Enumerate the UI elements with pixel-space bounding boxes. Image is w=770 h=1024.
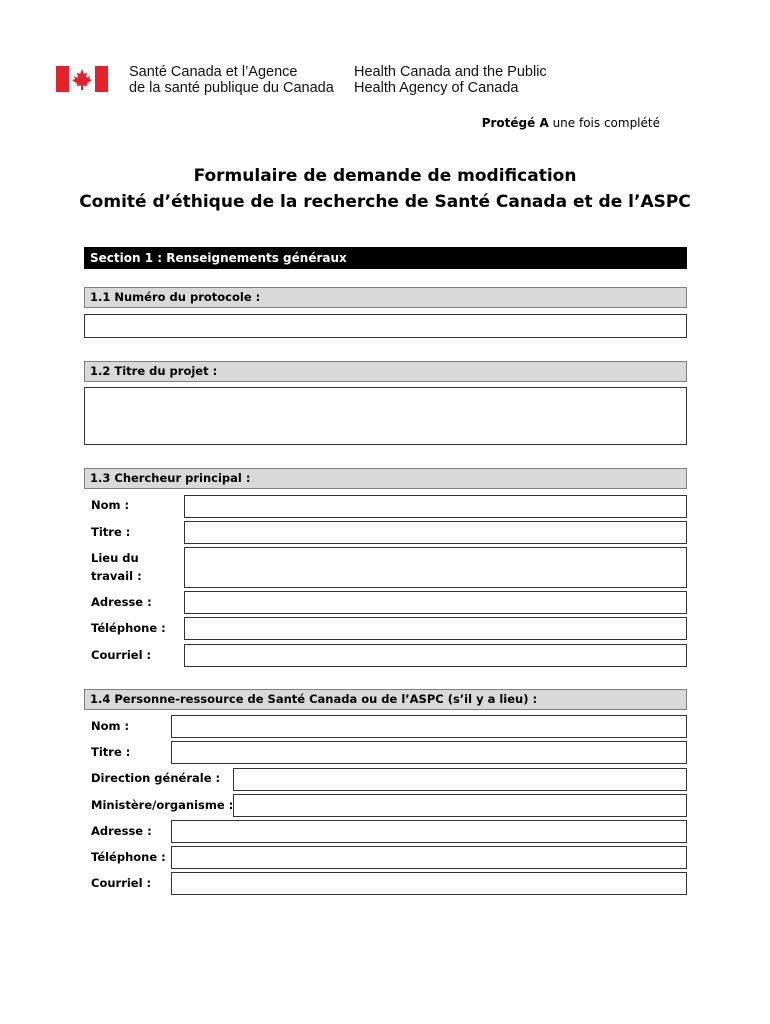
contact-branch-label: Direction générale : bbox=[91, 771, 221, 785]
org-fr-line2: de la santé publique du Canada bbox=[129, 80, 334, 96]
org-en-line2: Health Agency of Canada bbox=[354, 80, 519, 96]
contact-branch-field[interactable] bbox=[233, 768, 687, 791]
contact-phone-field[interactable] bbox=[171, 846, 687, 869]
form-subtitle: Comité d’éthique de la recherche de Santé Canada et de l’ASPC bbox=[79, 192, 691, 212]
pi-address-label: Adresse : bbox=[91, 595, 152, 609]
contact-title-field[interactable] bbox=[171, 741, 687, 764]
protected-notice bbox=[482, 116, 660, 130]
project-title-label: 1.2 Titre du projet : bbox=[84, 361, 687, 382]
pi-phone-label: Téléphone : bbox=[91, 621, 166, 635]
protocol-number-label: 1.1 Numéro du protocole : bbox=[84, 287, 687, 308]
contact-address-label: Adresse : bbox=[91, 824, 152, 838]
pi-name-label: Nom : bbox=[91, 498, 130, 512]
protected-level: Protégé A bbox=[481, 116, 549, 130]
pi-title-field[interactable] bbox=[184, 521, 687, 544]
pi-phone-field[interactable] bbox=[184, 617, 687, 640]
canada-flag-icon bbox=[56, 66, 108, 92]
contact-department-label: Ministère/organisme : bbox=[91, 798, 234, 812]
pi-workplace-label-line1: Lieu du bbox=[91, 551, 139, 565]
contact-phone-label: Téléphone : bbox=[91, 850, 166, 864]
org-en-line1: Health Canada and the Public bbox=[354, 64, 547, 80]
protocol-number-field[interactable] bbox=[84, 314, 687, 338]
contact-email-field[interactable] bbox=[171, 872, 687, 895]
organization-name-en bbox=[354, 64, 547, 96]
protected-rest: une fois complété bbox=[548, 116, 660, 130]
pi-address-field[interactable] bbox=[184, 591, 687, 614]
project-title-field[interactable] bbox=[84, 387, 687, 445]
pi-workplace-label-line2: travail : bbox=[91, 569, 142, 583]
contact-department-field[interactable] bbox=[233, 794, 687, 817]
contact-title-label: Titre : bbox=[91, 745, 131, 759]
pi-email-label: Courriel : bbox=[91, 648, 152, 662]
pi-title-label: Titre : bbox=[91, 525, 131, 539]
pi-workplace-field[interactable] bbox=[184, 547, 687, 588]
organization-name-fr bbox=[129, 64, 334, 96]
contact-name-label: Nom : bbox=[91, 719, 130, 733]
pi-email-field[interactable] bbox=[184, 644, 687, 667]
contact-email-label: Courriel : bbox=[91, 876, 152, 890]
org-fr-line1: Santé Canada et l’Agence bbox=[129, 64, 298, 80]
contact-person-label: 1.4 Personne-ressource de Santé Canada ou de l’ASPC (s’il y a lieu) : bbox=[84, 689, 687, 710]
contact-address-field[interactable] bbox=[171, 820, 687, 843]
pi-workplace-label bbox=[91, 549, 142, 585]
contact-name-field[interactable] bbox=[171, 715, 687, 738]
form-title: Formulaire de demande de modification bbox=[193, 166, 577, 186]
principal-investigator-label: 1.3 Chercheur principal : bbox=[84, 468, 687, 489]
pi-name-field[interactable] bbox=[184, 495, 687, 518]
section-1-heading: Section 1 : Renseignements généraux bbox=[84, 247, 687, 269]
